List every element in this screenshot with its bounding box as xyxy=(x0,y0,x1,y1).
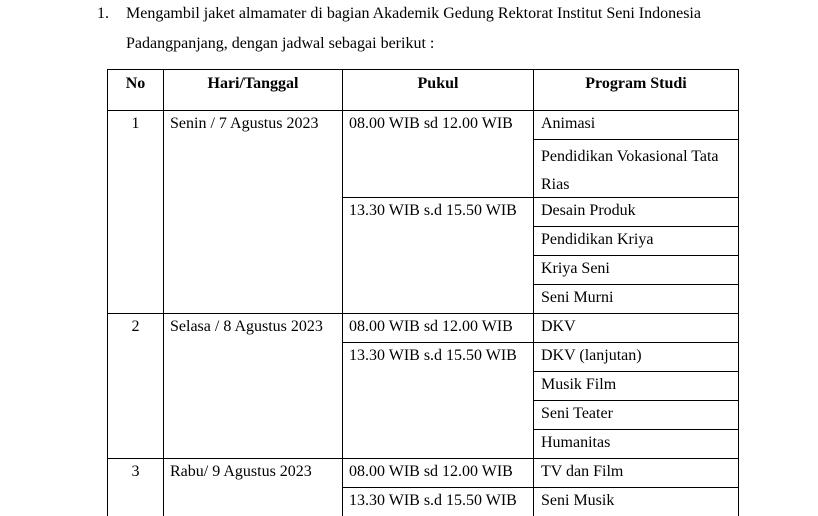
program-item: DKV (lanjutan) xyxy=(541,347,642,364)
program-item: Pendidikan Vokasional Tata Rias xyxy=(541,148,719,193)
column-header-date: Hari/Tanggal xyxy=(207,75,299,92)
row-date: Selasa / 8 Agustus 2023 xyxy=(170,318,323,335)
column-header-time: Pukul xyxy=(417,75,459,92)
time-slot: 13.30 WIB s.d 15.50 WIB xyxy=(349,347,517,364)
program-item: Kriya Seni xyxy=(541,260,610,277)
program-item: Desain Produk xyxy=(541,202,636,219)
column-header-program: Program Studi xyxy=(585,75,687,92)
time-slot: 08.00 WIB sd 12.00 WIB xyxy=(349,463,513,480)
intro-text-line-1: Mengambil jaket almamater di bagian Akademik Gedung Rektorat Institut Seni Indonesia xyxy=(126,5,701,22)
program-item: Humanitas xyxy=(541,434,611,451)
row-number: 3 xyxy=(131,463,140,480)
column-header-no: No xyxy=(125,75,146,92)
program-item: DKV xyxy=(541,318,576,335)
program-item: Seni Musik xyxy=(541,492,615,509)
program-item: Musik Film xyxy=(541,376,617,393)
intro-text-line-2: Padangpanjang, dengan jadwal sebagai berikut : xyxy=(126,35,435,52)
row-number: 1 xyxy=(131,115,140,132)
time-slot: 13.30 WIB s.d 15.50 WIB xyxy=(349,492,517,509)
time-slot: 13.30 WIB s.d 15.50 WIB xyxy=(349,202,517,219)
row-number: 2 xyxy=(131,318,140,335)
row-date: Senin / 7 Agustus 2023 xyxy=(170,115,319,132)
program-item: Seni Teater xyxy=(541,405,613,422)
program-item: TV dan Film xyxy=(541,463,624,480)
time-slot: 08.00 WIB sd 12.00 WIB xyxy=(349,115,513,132)
list-number: 1. xyxy=(97,5,109,22)
time-slot: 08.00 WIB sd 12.00 WIB xyxy=(349,318,513,335)
row-date: Rabu/ 9 Agustus 2023 xyxy=(170,463,312,480)
program-item: Pendidikan Kriya xyxy=(541,231,654,248)
program-item: Seni Murni xyxy=(541,289,614,306)
program-item: Animasi xyxy=(541,115,596,132)
